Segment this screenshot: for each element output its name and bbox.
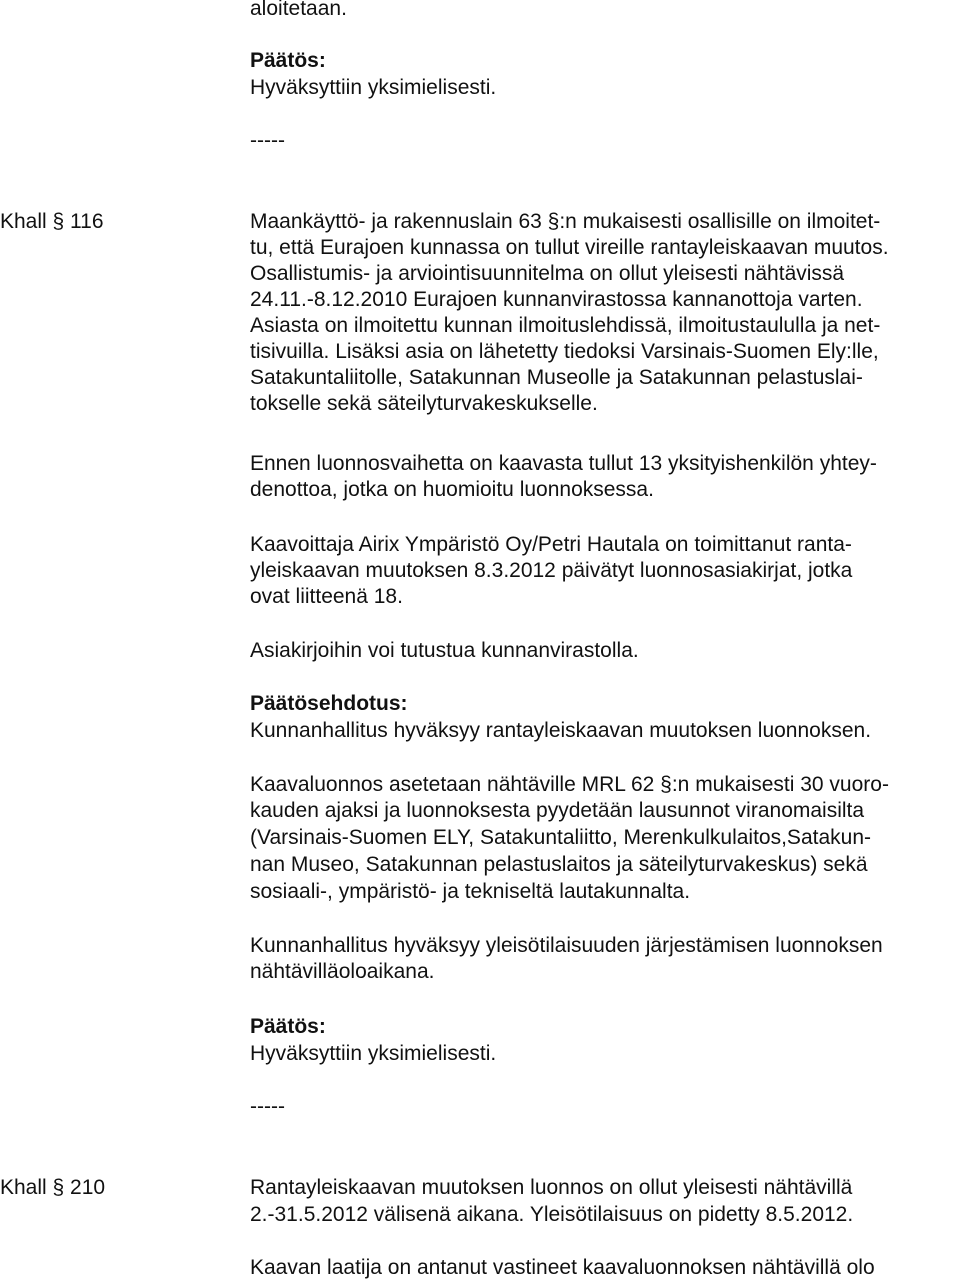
paragraph-line: 24.11.-8.12.2010 Eurajoen kunnanvirastossa kannanottoja varten. [250, 288, 863, 311]
paragraph-line: Maankäyttö- ja rakennuslain 63 §:n mukaisesti osallisille on ilmoitet- [250, 210, 881, 233]
decision-heading: Päätös: [250, 1015, 326, 1038]
paragraph-line: Ennen luonnosvaihetta on kaavasta tullut 13 yksityishenkilön yhtey- [250, 452, 877, 475]
lead-line: aloitetaan. [250, 0, 347, 20]
decision-text: Hyväksyttiin yksimielisesti. [250, 76, 497, 99]
decision-heading: Päätös: [250, 49, 326, 72]
paragraph-line: Osallistumis- ja arviointisuunnitelma on ollut yleisesti nähtävissä [250, 262, 845, 285]
paragraph-line: Kaavaluonnos asetetaan nähtäville MRL 62 §:n mukaisesti 30 vuoro- [250, 773, 889, 796]
paragraph-line: Satakuntaliitolle, Satakunnan Museolle ja Satakunnan pelastuslai- [250, 366, 863, 389]
paragraph-line: Kaavan laatija on antanut vastineet kaavaluonnoksen nähtävillä olo [250, 1256, 875, 1279]
section-ref-210: Khall § 210 [0, 1176, 106, 1199]
paragraph-line: Asiasta on ilmoitettu kunnan ilmoituslehdissä, ilmoitustaululla ja net- [250, 314, 881, 337]
separator: ----- [250, 1095, 285, 1118]
paragraph-line: (Varsinais-Suomen ELY, Satakuntaliitto, Merenkulkulaitos,Satakun- [250, 826, 871, 849]
decision-text: Hyväksyttiin yksimielisesti. [250, 1042, 497, 1065]
paragraph-line: nähtävilläoloaikana. [250, 960, 435, 983]
paragraph-line: ovat liitteenä 18. [250, 585, 403, 608]
paragraph-line: kauden ajaksi ja luonnoksesta pyydetään lausunnot viranomaisilta [250, 799, 865, 822]
separator: ----- [250, 129, 285, 152]
paragraph-line: sosiaali-, ympäristö- ja tekniseltä lautakunnalta. [250, 880, 691, 903]
paragraph-line: nan Museo, Satakunnan pelastuslaitos ja säteilyturvakeskus) sekä [250, 853, 868, 876]
paragraph-line: Kaavoittaja Airix Ympäristö Oy/Petri Hautala on toimittanut ranta- [250, 533, 852, 556]
paragraph-line: yleiskaavan muutoksen 8.3.2012 päivätyt luonnosasiakirjat, jotka [250, 559, 853, 582]
paragraph-line: 2.-31.5.2012 välisenä aikana. Yleisötilaisuus on pidetty 8.5.2012. [250, 1203, 854, 1226]
paragraph-line: Asiakirjoihin voi tutustua kunnanvirastolla. [250, 639, 639, 662]
section-ref-116: Khall § 116 [0, 210, 104, 233]
paragraph-line: tu, että Eurajoen kunnassa on tullut vireille rantayleiskaavan muutos. [250, 236, 889, 259]
proposal-heading: Päätösehdotus: [250, 692, 408, 715]
paragraph-line: tokselle sekä säteilyturvakeskukselle. [250, 392, 598, 415]
paragraph-line: Kunnanhallitus hyväksyy yleisötilaisuuden järjestämisen luonnoksen [250, 934, 883, 957]
paragraph-line: tisivuilla. Lisäksi asia on lähetetty tiedoksi Varsinais-Suomen Ely:lle, [250, 340, 879, 363]
paragraph-line: Kunnanhallitus hyväksyy rantayleiskaavan muutoksen luonnoksen. [250, 719, 872, 742]
paragraph-line: denottoa, jotka on huomioitu luonnoksessa. [250, 478, 654, 501]
paragraph-line: Rantayleiskaavan muutoksen luonnos on ollut yleisesti nähtävillä [250, 1176, 853, 1199]
